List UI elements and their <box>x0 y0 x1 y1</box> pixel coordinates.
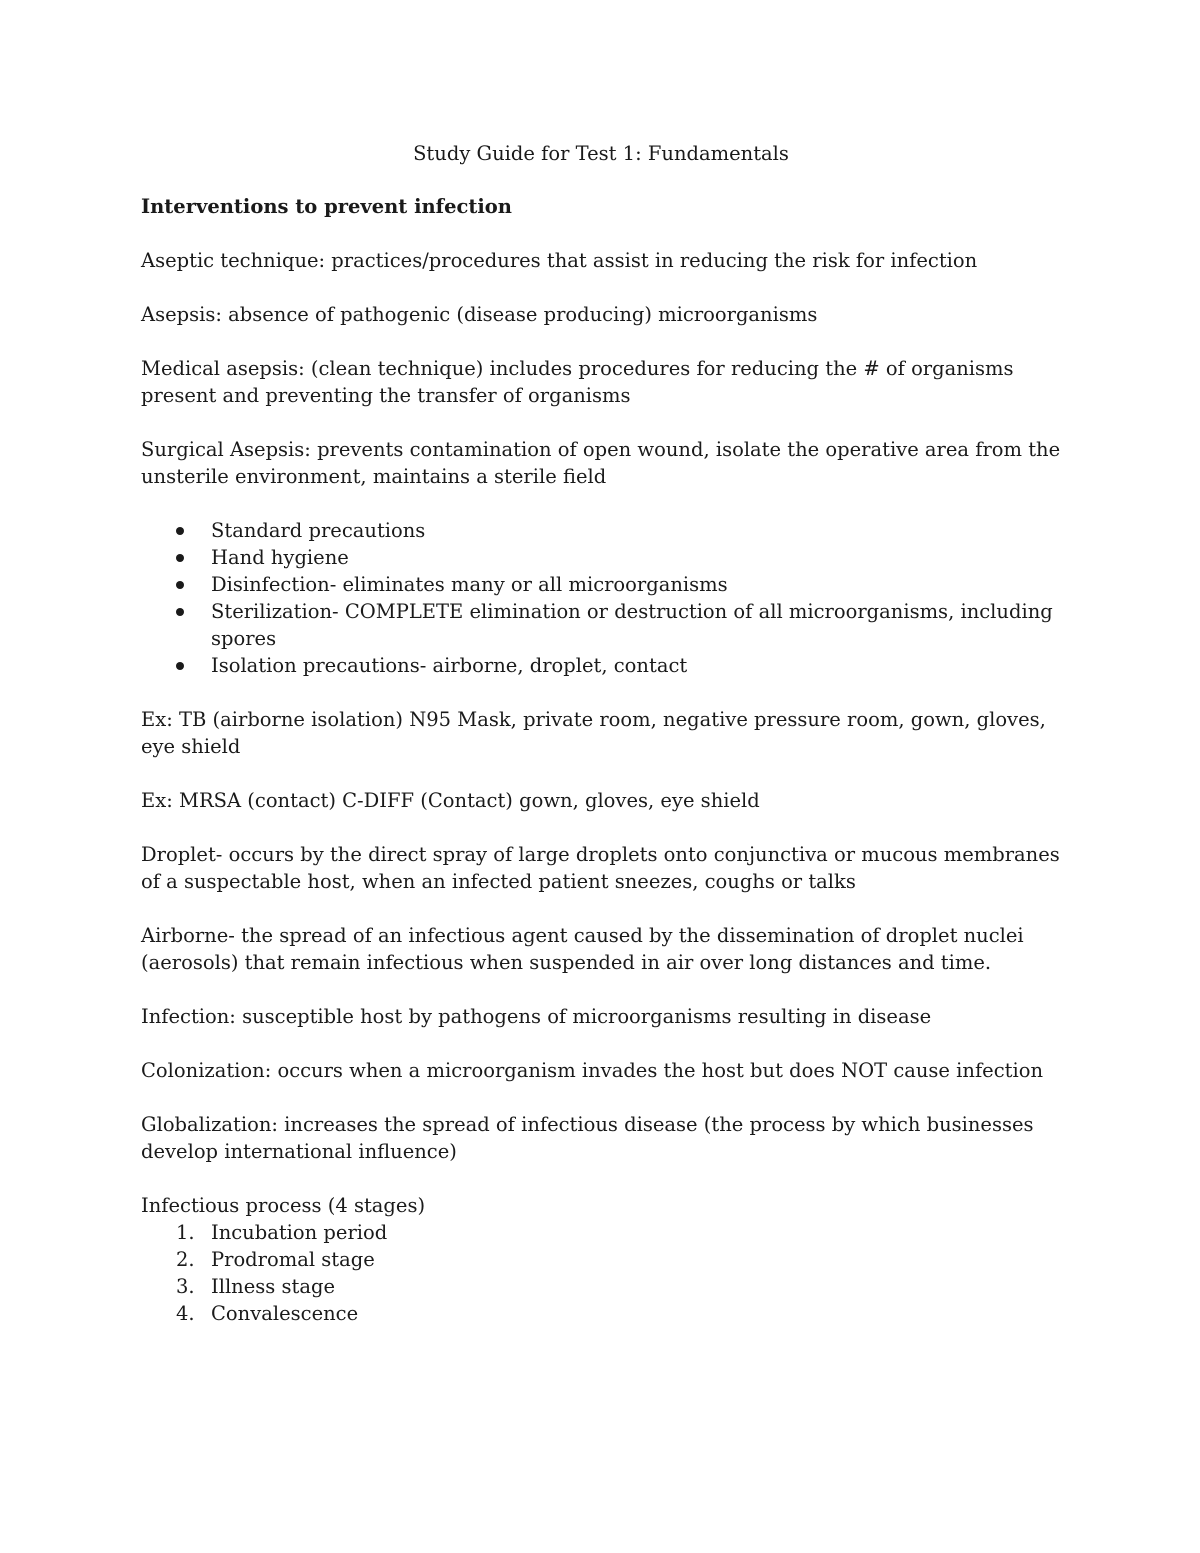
bullet-icon <box>176 554 184 562</box>
list-number: 2. <box>176 1248 195 1271</box>
list-item <box>141 1300 1061 1327</box>
list-item-text: Disinfection- eliminates many or all microorganisms <box>211 573 728 596</box>
paragraph-ex-tb: Ex: TB (airborne isolation) N95 Mask, private room, negative pressure room, gown, gloves, eye shield <box>141 708 1046 758</box>
list-item-text: Hand hygiene <box>211 546 349 569</box>
paragraph-infection: Infection: susceptible host by pathogens of microorganisms resulting in disease <box>141 1005 932 1028</box>
stages-list <box>141 1219 1061 1327</box>
infectious-process-label: Infectious process (4 stages) <box>141 1194 426 1217</box>
list-item <box>141 544 1061 571</box>
paragraph-globalization: Globalization: increases the spread of infectious disease (the process by which businesses develop international influence) <box>141 1113 1034 1163</box>
document-title: Study Guide for Test 1: Fundamentals <box>413 142 789 165</box>
list-item <box>141 598 1061 652</box>
list-item-text: Isolation precautions- airborne, droplet, contact <box>211 654 688 677</box>
list-item-text: Incubation period <box>211 1221 388 1244</box>
list-item <box>141 517 1061 544</box>
list-item <box>141 571 1061 598</box>
list-item-text: Standard precautions <box>211 519 426 542</box>
bullet-list <box>141 517 1061 679</box>
bullet-icon <box>176 527 184 535</box>
paragraph-colonization: Colonization: occurs when a microorganism invades the host but does NOT cause infection <box>141 1059 1044 1082</box>
list-item <box>141 1219 1061 1246</box>
list-item <box>141 1246 1061 1273</box>
paragraph-medical-asepsis: Medical asepsis: (clean technique) includes procedures for reducing the # of organisms present and preventing the transfer of organisms <box>141 357 1014 407</box>
list-item <box>141 652 1061 679</box>
paragraph-surgical-asepsis: Surgical Asepsis: prevents contamination of open wound, isolate the operative area from the unsterile environment, maintains a sterile field <box>141 438 1061 488</box>
section-heading: Interventions to prevent infection <box>141 195 512 218</box>
paragraph-ex-mrsa: Ex: MRSA (contact) C-DIFF (Contact) gown, gloves, eye shield <box>141 789 760 812</box>
list-item-text: Convalescence <box>211 1302 359 1325</box>
document-page <box>141 140 1061 1327</box>
list-number: 4. <box>176 1302 195 1325</box>
list-item-text: Sterilization- COMPLETE elimination or destruction of all microorganisms, including spores <box>211 600 1053 650</box>
list-item-text: Illness stage <box>211 1275 335 1298</box>
list-number: 3. <box>176 1275 195 1298</box>
paragraph-asepsis: Asepsis: absence of pathogenic (disease producing) microorganisms <box>141 303 818 326</box>
bullet-icon <box>176 662 184 670</box>
paragraph-droplet: Droplet- occurs by the direct spray of large droplets onto conjunctiva or mucous membranes of a suspectable host, when an infected patient sneezes, coughs or talks <box>141 843 1060 893</box>
list-item <box>141 1273 1061 1300</box>
list-number: 1. <box>176 1221 195 1244</box>
paragraph-airborne: Airborne- the spread of an infectious agent caused by the dissemination of droplet nuclei (aerosols) that remain infectious when suspended in air over long distances and time. <box>141 924 1024 974</box>
paragraph-aseptic-technique: Aseptic technique: practices/procedures that assist in reducing the risk for infection <box>141 249 978 272</box>
list-item-text: Prodromal stage <box>211 1248 375 1271</box>
bullet-icon <box>176 581 184 589</box>
bullet-icon <box>176 608 184 616</box>
